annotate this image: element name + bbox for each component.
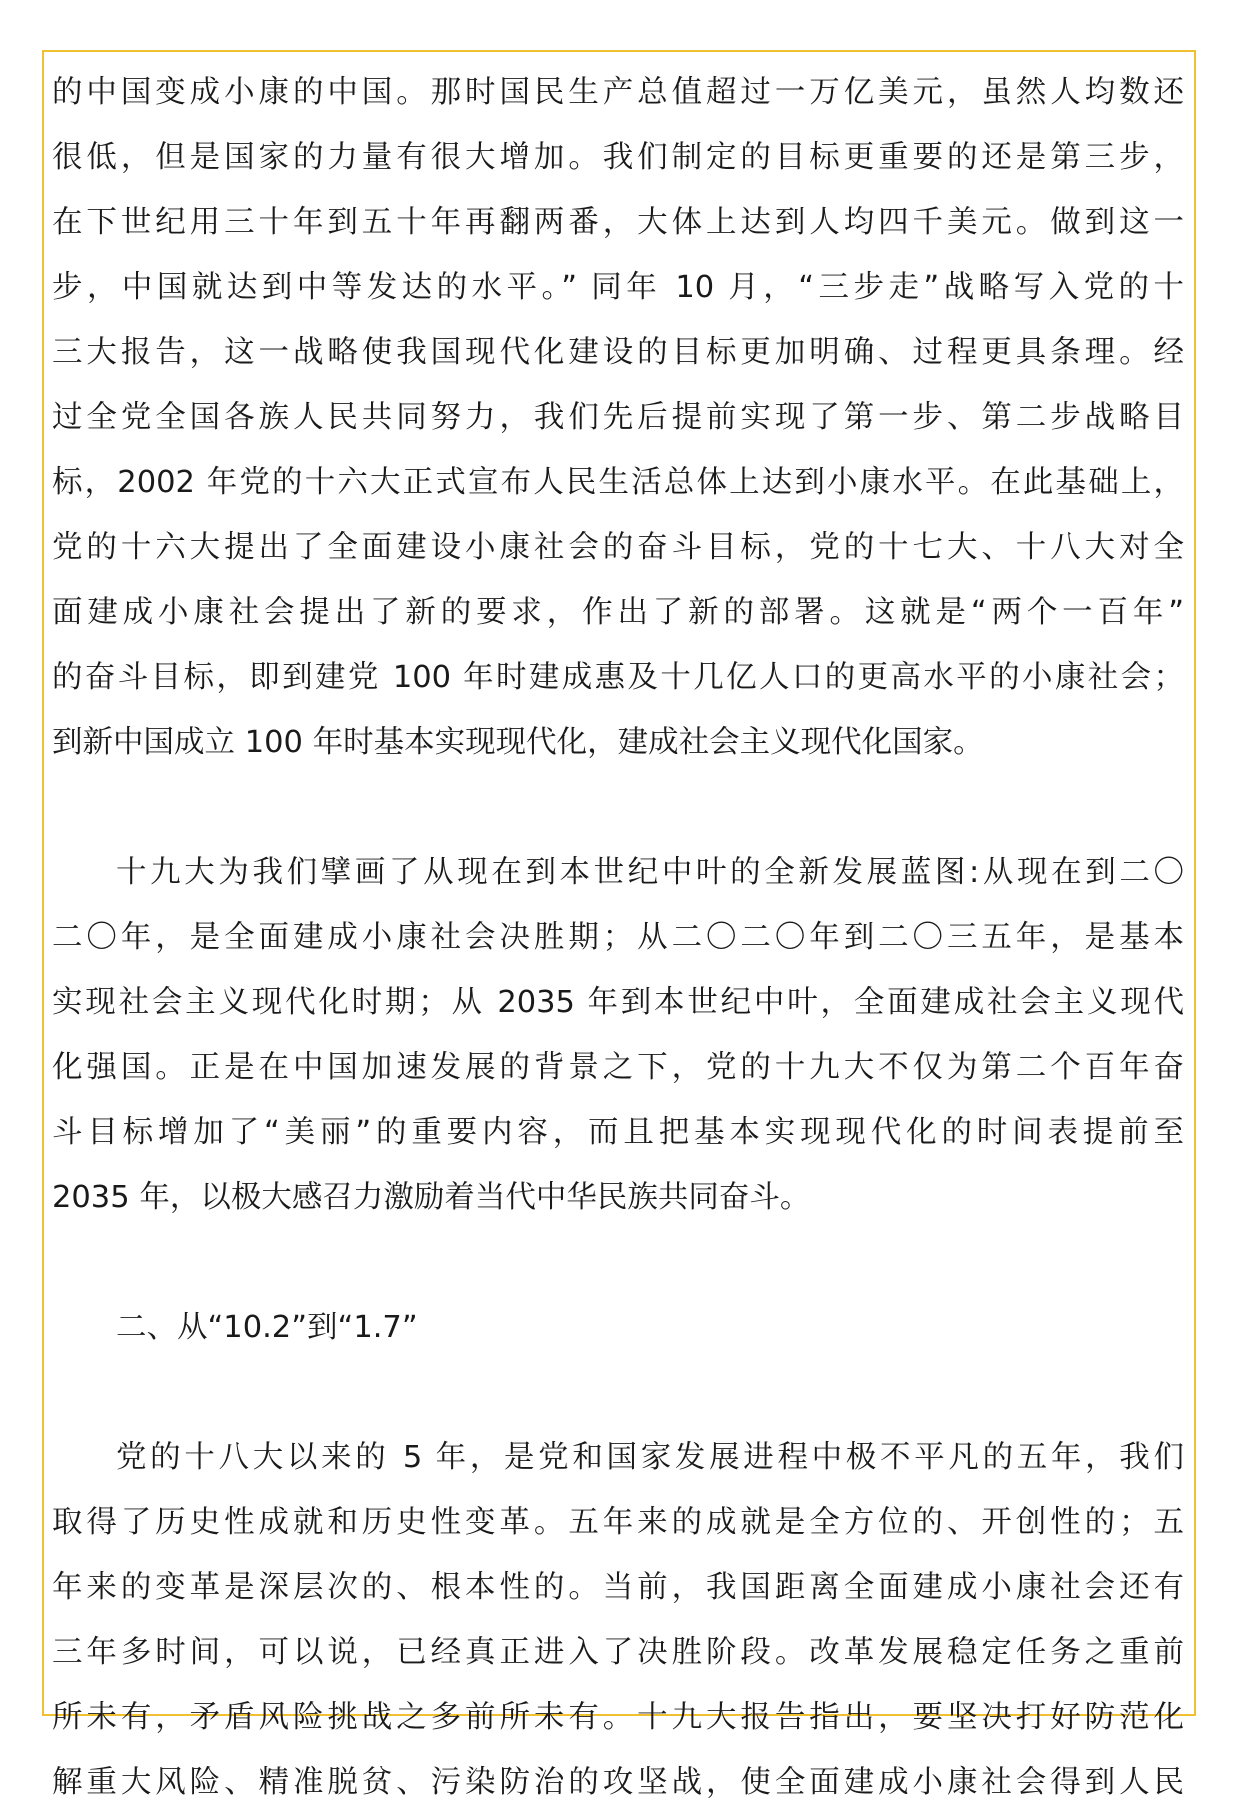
text-line: 三大报告，这一战略使我国现代化建设的目标更加明确、过程更具条理。经 (52, 335, 1184, 370)
text-line: 步，中国就达到中等发达的水平。” 同年 10 月，“三步走”战略写入党的十 (52, 270, 1184, 305)
text-line: 三年多时间，可以说，已经真正进入了决胜阶段。改革发展稳定任务之重前 (52, 1635, 1184, 1670)
text-line: 解重大风险、精准脱贫、污染防治的攻坚战，使全面建成小康社会得到人民 (52, 1765, 1184, 1800)
text-line: 十九大为我们擘画了从现在到本世纪中叶的全新发展蓝图:从现在到二〇 (116, 855, 1184, 890)
text-line: 面建成小康社会提出了新的要求，作出了新的部署。这就是“两个一百年” (52, 595, 1184, 630)
paragraph-gap (52, 1230, 1192, 1295)
text-line: 化强国。正是在中国加速发展的背景之下，党的十九大不仅为第二个百年奋 (52, 1050, 1184, 1085)
text-line: 党的十六大提出了全面建设小康社会的奋斗目标，党的十七大、十八大对全 (52, 530, 1184, 565)
text-line: 过全党全国各族人民共同努力，我们先后提前实现了第一步、第二步战略目 (52, 400, 1184, 435)
text-line: 二〇年，是全面建成小康社会决胜期；从二〇二〇年到二〇三五年，是基本 (52, 920, 1184, 955)
text-line: 实现社会主义现代化时期；从 2035 年到本世纪中叶，全面建成社会主义现代 (52, 985, 1184, 1020)
text-line: 取得了历史性成就和历史性变革。五年来的成就是全方位的、开创性的；五 (52, 1505, 1184, 1540)
text-line: 标，2002 年党的十六大正式宣布人民生活总体上达到小康水平。在此基础上， (52, 465, 1184, 500)
paragraph-2 (52, 840, 1192, 1230)
text-line: 2035 年，以极大感召力激励着当代中华民族共同奋斗。 (52, 1180, 811, 1215)
text-line: 党的十八大以来的 5 年，是党和国家发展进程中极不平凡的五年，我们 (116, 1440, 1184, 1475)
text-line: 斗目标增加了“美丽”的重要内容，而且把基本实现现代化的时间表提前至 (52, 1115, 1184, 1150)
text-line: 的奋斗目标，即到建党 100 年时建成惠及十几亿人口的更高水平的小康社会； (52, 660, 1184, 695)
paragraph-gap (52, 1360, 1192, 1425)
section-heading-text: 二、从“10.2”到“1.7” (116, 1310, 418, 1345)
document-body (52, 60, 1192, 1815)
paragraph-1 (52, 60, 1192, 775)
text-line: 在下世纪用三十年到五十年再翻两番，大体上达到人均四千美元。做到这一 (52, 205, 1184, 240)
text-line: 年来的变革是深层次的、根本性的。当前，我国距离全面建成小康社会还有 (52, 1570, 1184, 1605)
paragraph-gap (52, 775, 1192, 840)
section-heading (52, 1295, 1192, 1360)
text-line: 很低，但是国家的力量有很大增加。我们制定的目标更重要的还是第三步， (52, 140, 1184, 175)
paragraph-3 (52, 1425, 1192, 1815)
text-line: 到新中国成立 100 年时基本实现现代化，建成社会主义现代化国家。 (52, 725, 984, 760)
text-line: 所未有，矛盾风险挑战之多前所未有。十九大报告指出，要坚决打好防范化 (52, 1700, 1184, 1735)
text-line: 的中国变成小康的中国。那时国民生产总值超过一万亿美元，虽然人均数还 (52, 75, 1184, 110)
